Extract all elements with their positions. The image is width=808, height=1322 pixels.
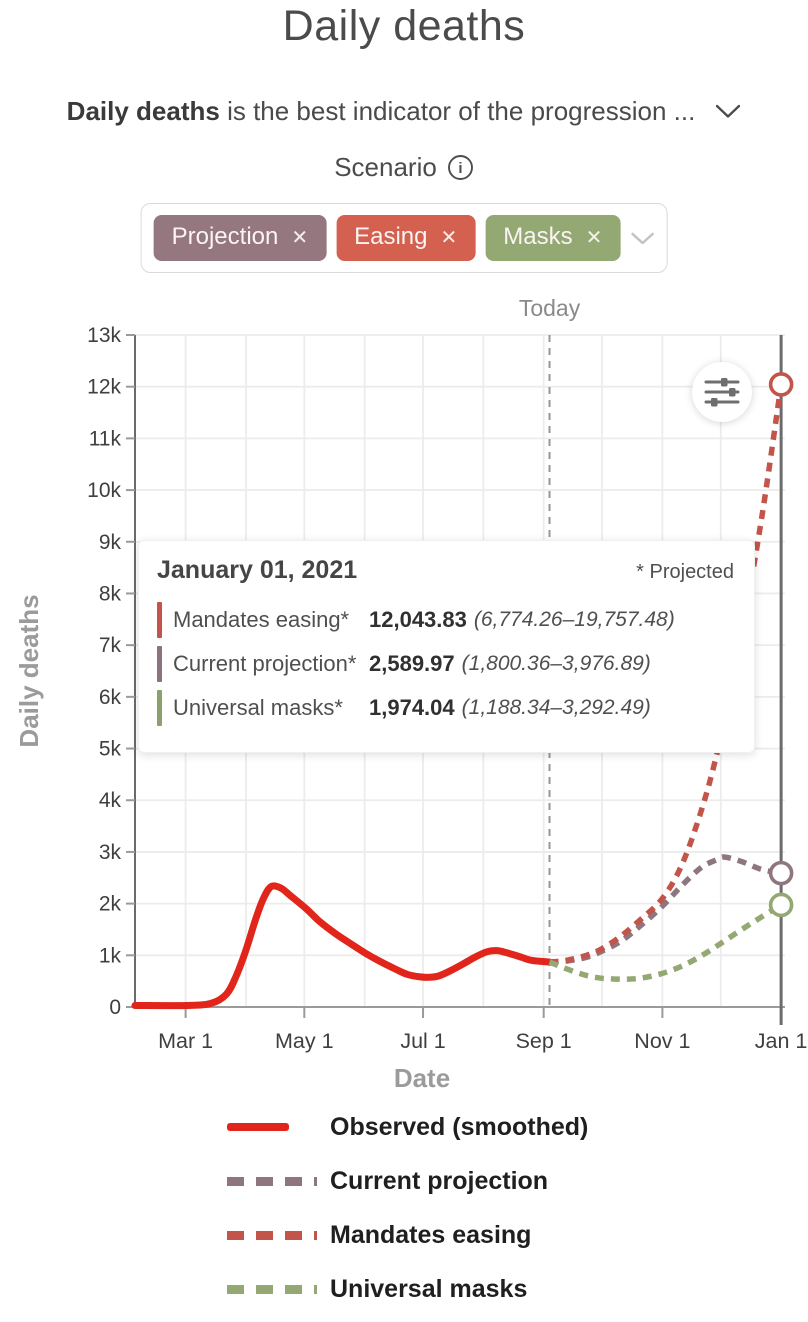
legend-swatch-dashed-line [227,1231,317,1240]
legend-swatch-dashed-line [227,1285,317,1294]
scenario-label: Scenario [334,152,437,182]
series-line-current-projection[interactable] [550,857,782,962]
chip-easing[interactable] [336,215,475,261]
chip-masks[interactable] [485,215,620,261]
chart-legend [227,1112,588,1322]
x-axis-title: Date [393,1063,451,1093]
chip-easing-label: Easing [354,223,428,250]
legend-label: Mandates easing [330,1220,532,1249]
x-tick-label: May 1 [275,1029,334,1053]
legend-item-universal-masks[interactable] [227,1274,588,1304]
dropdown-chevron-icon[interactable] [630,232,654,245]
tooltip-series-label: Current projection* [173,651,357,676]
tooltip-series-range: (6,774.26–19,757.48) [473,608,675,631]
y-tick-label: 10k [87,479,121,503]
legend-item-current-projection[interactable] [227,1166,588,1196]
tooltip-series-value: 2,589.97 [369,651,455,676]
y-tick-label: 12k [87,375,121,399]
legend-label: Current projection [330,1166,549,1195]
tooltip-projected-note: * Projected [636,561,734,583]
legend-item-observed[interactable] [227,1112,588,1142]
series-color-bar [157,646,162,682]
scenario-multiselect[interactable] [141,203,668,273]
y-axis-title: Daily deaths [14,594,44,748]
legend-label: Universal masks [330,1274,528,1303]
x-tick-label: Jul 1 [400,1029,446,1053]
tooltip-row-universal-masks [157,690,734,726]
description-collapsible[interactable] [0,96,808,127]
tooltip-row-mandates-easing [157,602,734,638]
description-text [67,96,696,127]
page-title: Daily deaths [282,2,526,50]
chart-tooltip [138,540,755,753]
legend-swatch-solid-line [227,1123,289,1131]
y-tick-label: 9k [98,530,121,554]
endpoint-marker-universal-masks[interactable] [771,894,792,915]
chip-projection-remove-icon[interactable]: ✕ [291,226,309,249]
svg-text:i: i [458,160,463,177]
y-tick-label: 6k [98,685,121,709]
today-label: Today [518,295,581,321]
series-line-universal-masks[interactable] [550,905,782,979]
tooltip-series-label: Universal masks* [173,695,343,720]
y-tick-label: 13k [87,324,121,347]
x-tick-label: Sep 1 [515,1029,572,1053]
x-tick-label: Jan 1 [754,1029,808,1053]
tooltip-series-range: (1,800.36–3,976.89) [461,652,651,675]
y-tick-label: 8k [98,582,121,606]
endpoint-marker-current-projection[interactable] [771,863,792,884]
series-color-bar [157,690,162,726]
sliders-icon [703,376,741,408]
y-tick-label: 4k [98,789,121,813]
chart-settings-button[interactable] [692,362,752,422]
y-tick-label: 7k [98,634,121,658]
legend-label: Observed (smoothed) [330,1112,589,1141]
tooltip-series-value: 12,043.83 [369,607,467,632]
chip-easing-remove-icon[interactable]: ✕ [440,226,458,249]
description-rest: is the best indicator of the progression ... [219,96,696,126]
chip-masks-label: Masks [503,223,573,250]
endpoint-marker-mandates-easing[interactable] [771,374,792,395]
chevron-down-icon[interactable] [715,104,741,119]
legend-item-mandates-easing[interactable] [227,1220,588,1250]
info-icon[interactable] [447,154,474,181]
y-tick-label: 1k [98,944,121,968]
tooltip-series-label: Mandates easing* [173,607,350,632]
chip-masks-remove-icon[interactable]: ✕ [585,226,603,249]
y-tick-label: 11k [88,427,121,451]
tooltip-series-range: (1,188.34–3,292.49) [461,696,651,719]
description-bold-term: Daily deaths [66,96,220,126]
x-tick-label: Mar 1 [158,1029,214,1053]
y-tick-label: 5k [98,737,121,761]
y-tick-label: 3k [98,840,121,864]
tooltip-row-current-projection [157,646,734,682]
x-tick-label: Nov 1 [634,1029,691,1053]
series-color-bar [157,602,162,638]
legend-swatch-dashed-line [227,1177,317,1186]
chip-projection[interactable] [154,215,327,261]
y-tick-label: 2k [98,892,121,916]
tooltip-series-value: 1,974.04 [369,695,455,720]
tooltip-date: January 01, 2021 [157,556,358,584]
y-tick-label: 0 [109,996,121,1019]
chip-projection-label: Projection [171,223,279,250]
scenario-header [0,152,808,183]
